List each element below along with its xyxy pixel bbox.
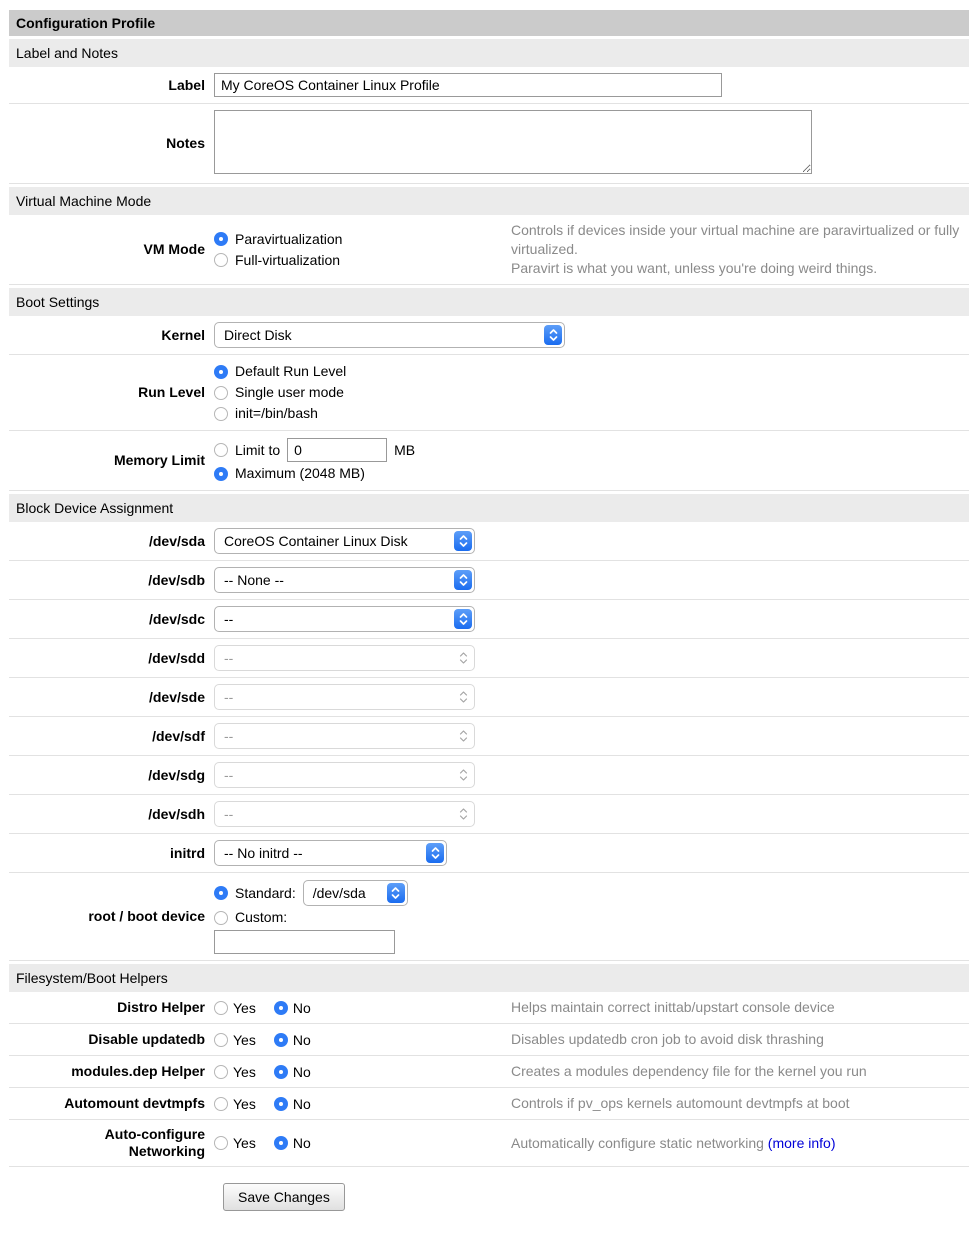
select-stepper-icon	[544, 325, 562, 345]
radio-auto-networking-no[interactable]	[274, 1136, 288, 1150]
dev-sdb-label: /dev/sdb	[148, 571, 205, 588]
select-stepper-icon	[387, 883, 405, 903]
dev-sde-row	[9, 678, 969, 717]
kernel-label: Kernel	[161, 326, 205, 343]
run-level-option-single-user[interactable]: Single user mode	[214, 383, 969, 402]
initrd-label: initrd	[170, 844, 205, 861]
run-level-option-init-bash[interactable]: init=/bin/bash	[214, 404, 969, 423]
label-field-label: Label	[168, 76, 205, 93]
memory-limit-option-limit-to[interactable]: Limit to 0 MB	[214, 438, 969, 462]
radio-distro-helper-yes[interactable]	[214, 1001, 228, 1015]
label-row	[9, 67, 969, 104]
auto-configure-networking-label: Auto-configure Networking	[104, 1126, 205, 1159]
memory-limit-row	[9, 431, 969, 491]
dev-sdf-label: /dev/sdf	[152, 727, 205, 744]
save-row	[9, 1183, 969, 1211]
radio-single-user-mode[interactable]	[214, 386, 228, 400]
dev-sdd-label: /dev/sdd	[148, 649, 205, 666]
memory-limit-option-maximum[interactable]: Maximum (2048 MB)	[214, 464, 969, 483]
disable-updatedb-help: Disables updatedb cron job to avoid disk thrashing	[511, 1031, 824, 1047]
auto-configure-networking-row: Auto-configure Networking Yes No Automatically configure static networking (more info)	[9, 1120, 969, 1167]
memory-limit-input[interactable]	[287, 438, 387, 462]
distro-helper-row: Distro Helper Yes No Helps maintain correct inittab/upstart console device	[9, 992, 969, 1024]
automount-devtmpfs-row: Automount devtmpfs Yes No Controls if pv_ops kernels automount devtmpfs at boot	[9, 1088, 969, 1120]
vm-mode-option-label: Paravirtualization	[235, 230, 343, 247]
radio-automount-no[interactable]	[274, 1097, 288, 1111]
select-stepper-icon	[454, 648, 472, 668]
select-stepper-icon	[454, 570, 472, 590]
dev-sdb-select[interactable]: -- None --	[214, 567, 475, 593]
dev-sdc-row	[9, 600, 969, 639]
dev-sdd-select: --	[214, 645, 475, 671]
radio-init-bin-bash[interactable]	[214, 407, 228, 421]
radio-auto-networking-yes[interactable]	[214, 1136, 228, 1150]
select-stepper-icon	[454, 687, 472, 707]
vm-mode-option-paravirtualization[interactable]	[214, 230, 511, 249]
vm-mode-help: Controls if devices inside your virtual machine are paravirtualized or fully virtualized. Paravirt is what you want, unless you're doing weird things.	[511, 222, 960, 276]
modules-dep-helper-label: modules.dep Helper	[71, 1063, 205, 1079]
standard-device-select[interactable]: /dev/sda	[303, 880, 408, 906]
dev-sdc-label: /dev/sdc	[148, 610, 205, 627]
dev-sde-select: --	[214, 684, 475, 710]
dev-sdd-row	[9, 639, 969, 678]
section-block-device-assignment: Block Device Assignment	[9, 494, 969, 522]
run-level-option-default[interactable]: Default Run Level	[214, 362, 969, 381]
memory-limit-label: Memory Limit	[113, 452, 205, 468]
vm-mode-row	[9, 215, 969, 285]
radio-custom[interactable]	[214, 911, 228, 925]
root-boot-device-label: root / boot device	[88, 908, 205, 924]
select-stepper-icon	[454, 609, 472, 629]
section-virtual-machine-mode: Virtual Machine Mode	[9, 187, 969, 215]
radio-standard[interactable]	[214, 886, 228, 900]
modules-dep-helper-help: Creates a modules dependency file for the kernel you run	[511, 1063, 867, 1079]
custom-device-input[interactable]	[214, 930, 395, 954]
page-title: Configuration Profile	[9, 10, 969, 36]
dev-sda-row	[9, 522, 969, 561]
radio-distro-helper-no[interactable]	[274, 1001, 288, 1015]
radio-automount-yes[interactable]	[214, 1097, 228, 1111]
select-stepper-icon	[454, 531, 472, 551]
dev-sdf-select: --	[214, 723, 475, 749]
dev-sdh-select: --	[214, 801, 475, 827]
kernel-select[interactable]: Direct Disk	[214, 322, 565, 348]
initrd-select[interactable]: -- No initrd --	[214, 840, 447, 866]
vm-mode-label: VM Mode	[143, 241, 205, 257]
auto-configure-networking-help: Automatically configure static networking (more info)	[511, 1134, 836, 1151]
save-changes-button[interactable]: Save Changes	[223, 1183, 345, 1211]
dev-sda-select[interactable]: CoreOS Container Linux Disk	[214, 528, 475, 554]
distro-helper-label: Distro Helper	[117, 999, 205, 1015]
disable-updatedb-row: Disable updatedb Yes No Disables updatedb cron job to avoid disk thrashing	[9, 1024, 969, 1056]
dev-sdg-select: --	[214, 762, 475, 788]
radio-paravirtualization[interactable]	[214, 232, 228, 246]
vm-mode-option-full-virtualization[interactable]	[214, 251, 511, 270]
radio-disable-updatedb-yes[interactable]	[214, 1033, 228, 1047]
radio-limit-to[interactable]	[214, 443, 228, 457]
dev-sdb-row	[9, 561, 969, 600]
radio-disable-updatedb-no[interactable]	[274, 1033, 288, 1047]
notes-row	[9, 104, 969, 184]
memory-unit-label: MB	[394, 441, 416, 458]
run-level-label: Run Level	[138, 384, 205, 400]
vm-mode-option-label: Full-virtualization	[235, 251, 341, 268]
select-stepper-icon	[454, 765, 472, 785]
dev-sdg-row	[9, 756, 969, 795]
kernel-row	[9, 316, 969, 355]
notes-textarea[interactable]	[214, 110, 812, 174]
modules-dep-helper-row: modules.dep Helper Yes No Creates a modules dependency file for the kernel you run	[9, 1056, 969, 1088]
dev-sdg-label: /dev/sdg	[148, 766, 205, 783]
notes-field-label: Notes	[166, 135, 205, 151]
radio-modules-dep-yes[interactable]	[214, 1065, 228, 1079]
dev-sda-label: /dev/sda	[148, 532, 205, 549]
radio-full-virtualization[interactable]	[214, 253, 228, 267]
root-device-option-custom[interactable]: Custom:	[214, 908, 969, 927]
section-boot-settings: Boot Settings	[9, 288, 969, 316]
disable-updatedb-label: Disable updatedb	[88, 1031, 205, 1047]
root-device-option-standard[interactable]: Standard: /dev/sda	[214, 880, 969, 906]
more-info-link[interactable]: (more info)	[767, 1134, 836, 1151]
run-level-row	[9, 355, 969, 431]
radio-default-run-level[interactable]	[214, 365, 228, 379]
automount-devtmpfs-label: Automount devtmpfs	[64, 1095, 205, 1111]
dev-sde-label: /dev/sde	[148, 688, 205, 705]
section-filesystem-boot-helpers: Filesystem/Boot Helpers	[9, 964, 969, 992]
dev-sdf-row	[9, 717, 969, 756]
root-boot-device-row	[9, 873, 969, 961]
select-stepper-icon	[454, 726, 472, 746]
section-label-and-notes: Label and Notes	[9, 39, 969, 67]
select-stepper-icon	[426, 843, 444, 863]
distro-helper-help: Helps maintain correct inittab/upstart console device	[511, 999, 835, 1015]
label-input[interactable]	[214, 73, 722, 97]
initrd-row	[9, 834, 969, 873]
select-stepper-icon	[454, 804, 472, 824]
dev-sdc-select[interactable]: --	[214, 606, 475, 632]
dev-sdh-label: /dev/sdh	[148, 805, 205, 822]
radio-modules-dep-no[interactable]	[274, 1065, 288, 1079]
radio-maximum[interactable]	[214, 467, 228, 481]
automount-devtmpfs-help: Controls if pv_ops kernels automount devtmpfs at boot	[511, 1095, 850, 1111]
dev-sdh-row	[9, 795, 969, 834]
